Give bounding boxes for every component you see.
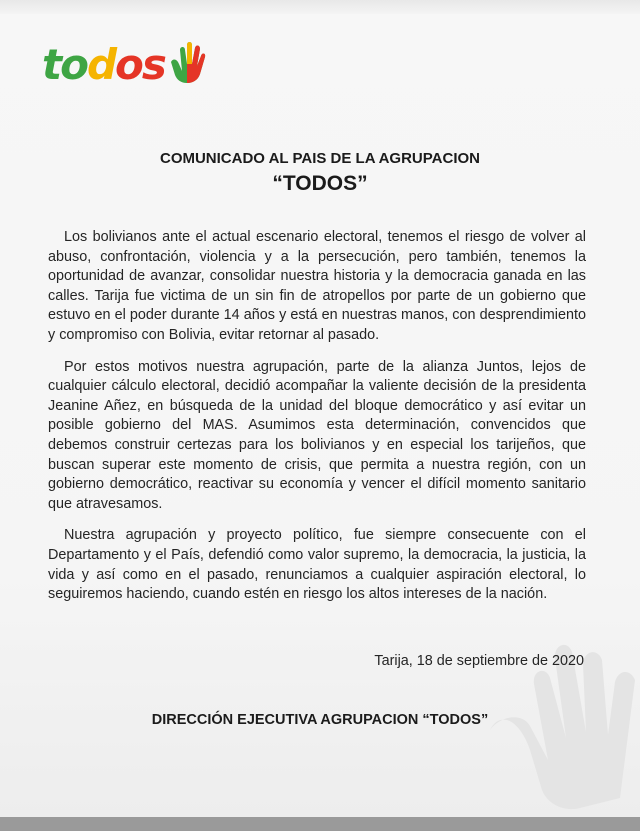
paragraph-1: Los bolivianos ante el actual escenario electoral, tenemos el riesgo de volver al abuso, confrontación, violencia y a la persecución, pero también, tenemos la oportunidad de avanzar, consolidar nuestra historia y la democracia ganada en las calles. Tarija fue victima de un sin fin de atropellos por parte de un gobierno que estuvo en el poder durante 14 años y está en nuestras manos, con desprendimiento y compromiso con Bolivia, evitar retornar al pasado. [48,229,586,343]
paragraph-3: Nuestra agrupación y proyecto político, fue siempre consecuente con el Departamento y el País, defendió como valor supremo, la democracia, la justicia, la vida y así como en el pasado, renunciamos a cualquier aspiración electoral, lo seguiremos haciendo, cuando estén en riesgo los altos intereses de la nación. [48,527,586,603]
document-subtitle: “TODOS” [272,172,368,195]
bottom-edge [0,817,640,831]
document-body [48,228,586,617]
logo-part-2: d [86,40,116,89]
todos-logo [42,40,207,90]
logo-part-3: os [115,40,165,89]
logo-wordmark [42,40,165,89]
document-date: Tarija, 18 de septiembre de 2020 [374,653,584,669]
logo-part-1: to [42,40,87,89]
document-title: COMUNICADO AL PAIS DE LA AGRUPACION [159,150,480,167]
paragraph-2: Por estos motivos nuestra agrupación, parte de la alianza Juntos, lejos de cualquier cálculo electoral, decidió acompañar la valiente decisión de la presidenta Jeanine Añez, en búsqueda de la unidad del bloque democrático y así evitar un posible gobierno del MAS. Asumimos esta determinación, convencidos que debemos construir certezas para los bolivianos y en especial los tarijeños, que buscan superar este momento de crisis, que permita a nuestra región, con un gobierno democrático, reactivar su economía y vencer el difícil momento sanitario que atravesamos. [48,358,586,512]
document-signature: DIRECCIÓN EJECUTIVA AGRUPACION “TODOS” [151,712,489,728]
top-edge [0,0,640,14]
hand-icon [167,40,207,84]
